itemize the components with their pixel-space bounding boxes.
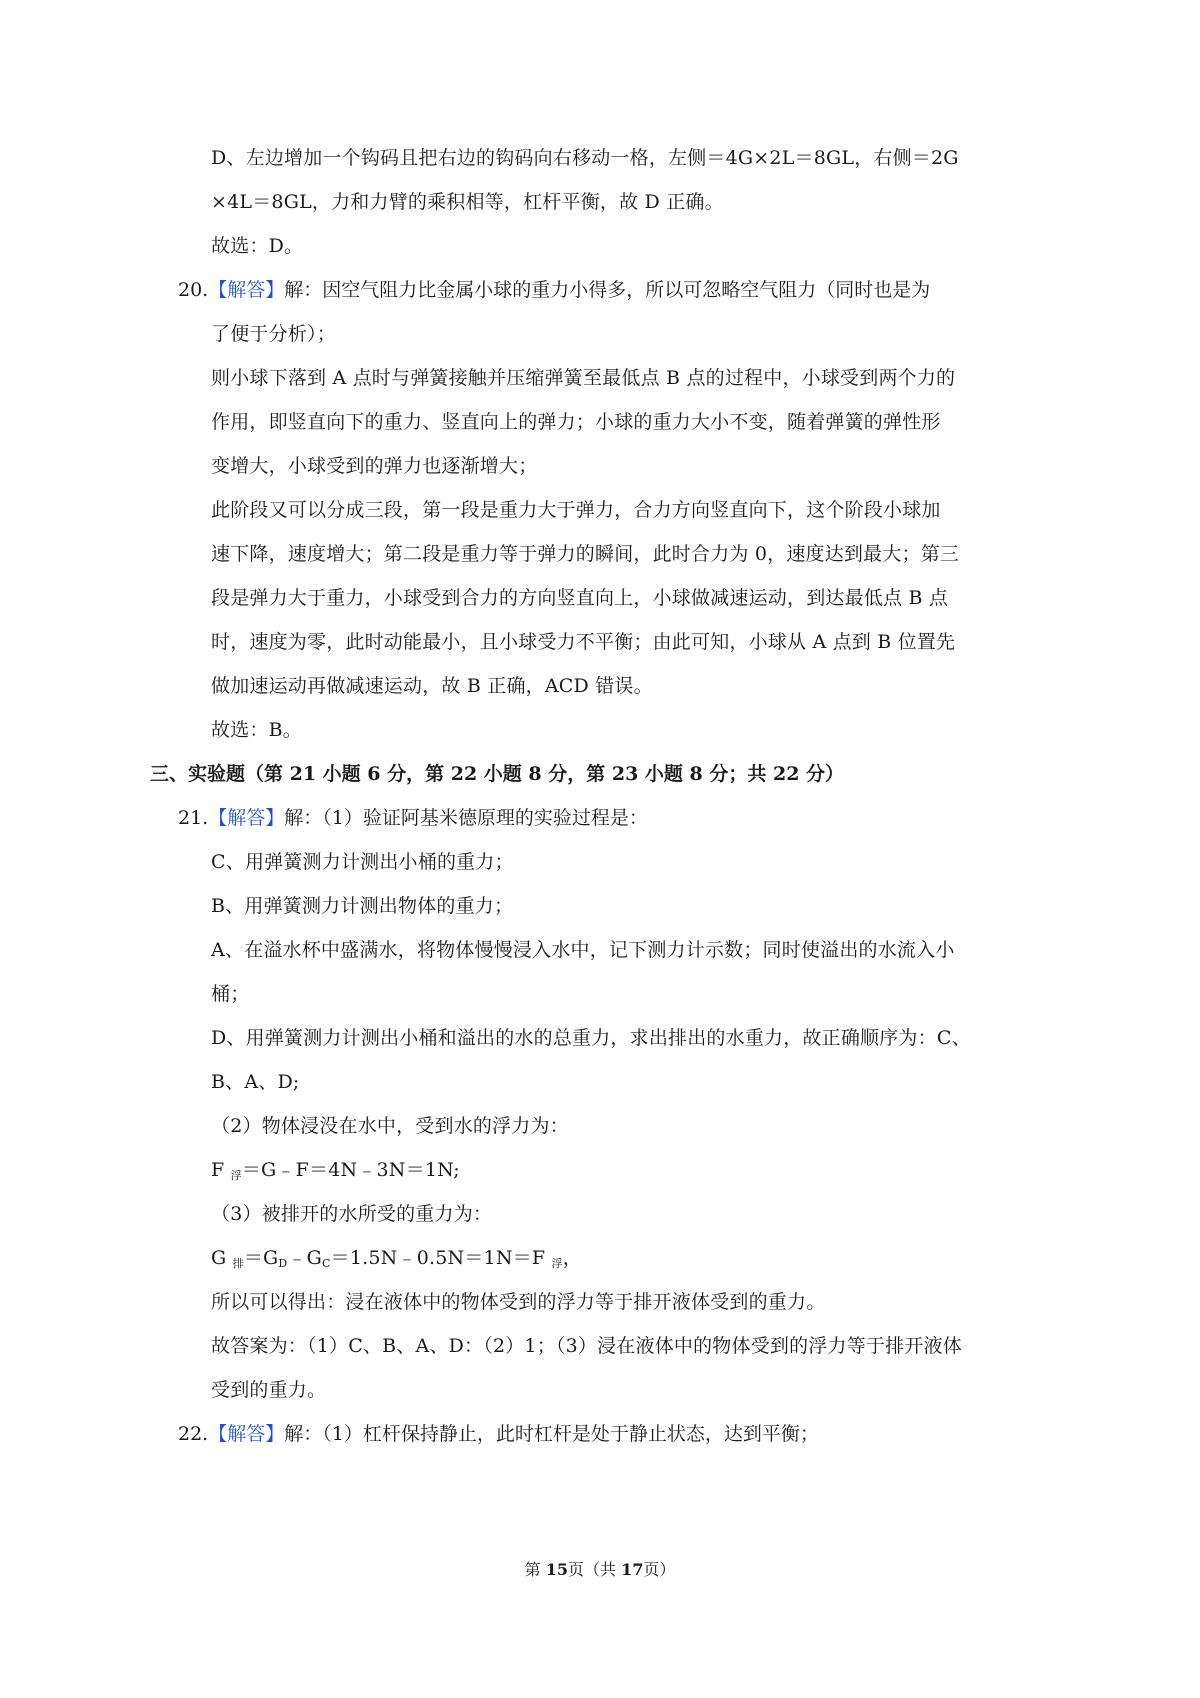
- q20-line-7: 速下降，速度增大；第二段是重力等于弹力的瞬间，此时合力为 0，速度达到最大；第三: [211, 543, 960, 565]
- q20-line-6: 此阶段又可以分成三段，第一段是重力大于弹力，合力方向竖直向下，这个阶段小球加: [211, 499, 941, 521]
- answer-tag: 【解答】: [208, 279, 285, 301]
- footer-text: 第: [524, 1560, 546, 1579]
- formula-subscript: D: [278, 1257, 288, 1270]
- answer-tag: 【解答】: [208, 1423, 285, 1445]
- page-footer: [0, 1560, 1200, 1580]
- q20-line-9: 时，速度为零，此时动能最小，且小球受力不平衡；由此可知，小球从 A 点到 B 位置先: [211, 631, 956, 653]
- current-page-number: 15: [545, 1560, 568, 1579]
- q21-buoyancy-formula: [211, 1158, 460, 1188]
- formula-part: ＝G: [243, 1247, 279, 1269]
- q20-number: [178, 278, 930, 302]
- q20-line-1: 解：因空气阻力比金属小球的重力小得多，所以可忽略空气阻力（同时也是为: [284, 279, 931, 301]
- q21-displaced-weight-formula: [211, 1246, 582, 1276]
- q20-line-5: 变增大，小球受到的弹力也逐渐增大；: [211, 455, 538, 477]
- q21-line-5: 桶；: [211, 983, 250, 1005]
- q22-number: [178, 1422, 819, 1446]
- footer-text: 页（共: [567, 1560, 622, 1579]
- q19-line-1: D、左边增加一个钩码且把右边的钩码向右移动一格，左侧＝4G×2L＝8GL，右侧＝2G: [211, 147, 959, 169]
- q22-line-1: 解：（1）杠杆保持静止，此时杠杆是处于静止状态，达到平衡；: [284, 1423, 819, 1445]
- q20-line-8: 段是弹力大于重力，小球受到合力的方向竖直向上，小球做减速运动，到达最低点 B 点: [211, 587, 949, 609]
- q21-line-8: （2）物体浸没在水中，受到水的浮力为：: [211, 1115, 569, 1137]
- formula-part: ，: [562, 1247, 582, 1269]
- q21-line-7: B、A、D;: [211, 1071, 300, 1093]
- formula-subscript: C: [322, 1257, 331, 1270]
- q20-line-4: 作用，即竖直向下的重力、竖直向上的弹力；小球的重力大小不变，随着弹簧的弹性形: [211, 411, 941, 433]
- formula-part: ＝1.5N﹣0.5N＝1N＝F: [330, 1247, 546, 1269]
- q20-line-10: 做加速运动再做减速运动，故 B 正确，ACD 错误。: [211, 675, 653, 697]
- question-number: 22.: [178, 1423, 209, 1445]
- q21-line-12: 所以可以得出：浸在液体中的物体受到的浮力等于排开液体受到的重力。: [211, 1291, 826, 1313]
- q21-line-14: 受到的重力。: [211, 1379, 327, 1401]
- q19-answer: 故选：D。: [211, 235, 304, 257]
- formula-subscript: 浮: [230, 1169, 242, 1182]
- q21-line-10: （3）被排开的水所受的重力为：: [211, 1203, 493, 1225]
- q20-answer: 故选：B。: [211, 719, 302, 741]
- formula-subscript: 排: [232, 1257, 244, 1270]
- formula-symbol: F: [211, 1159, 225, 1181]
- q21-line-1: 解：（1）验证阿基米德原理的实验过程是：: [284, 807, 648, 829]
- formula-expression: ＝G﹣F＝4N﹣3N＝1N;: [241, 1159, 460, 1181]
- q21-line-6: D、用弹簧测力计测出小桶和溢出的水的总重力，求出排出的水重力，故正确顺序为：C、: [211, 1027, 971, 1049]
- q21-line-3: B、用弹簧测力计测出物体的重力；: [211, 895, 514, 917]
- section-heading: 三、实验题（第 21 小题 6 分，第 22 小题 8 分，第 23 小题 8 分；共 22 分）: [150, 763, 845, 785]
- q19-line-2: ×4L＝8GL，力和力臂的乘积相等，杠杆平衡，故 D 正确。: [211, 191, 724, 213]
- question-number: 20.: [178, 279, 209, 301]
- q21-line-4: A、在溢水杯中盛满水，将物体慢慢浸入水中，记下测力计示数；同时使溢出的水流入小: [211, 939, 955, 961]
- formula-subscript: 浮: [551, 1257, 563, 1270]
- q20-line-2: 了便于分析）；: [211, 323, 336, 345]
- q21-number: [178, 806, 648, 830]
- q20-line-3: 则小球下落到 A 点时与弹簧接触并压缩弹簧至最低点 B 点的过程中，小球受到两个力的: [211, 367, 956, 389]
- footer-text: 页）: [643, 1560, 676, 1579]
- q21-line-2: C、用弹簧测力计测出小桶的重力；: [211, 851, 514, 873]
- answer-tag: 【解答】: [208, 807, 285, 829]
- q21-line-13: 故答案为：（1）C、B、A、D：（2）1；（3）浸在液体中的物体受到的浮力等于排开液体: [211, 1335, 962, 1357]
- total-page-number: 17: [621, 1560, 644, 1579]
- formula-symbol: G: [211, 1247, 227, 1269]
- formula-part: ﹣G: [287, 1247, 323, 1269]
- question-number: 21.: [178, 807, 209, 829]
